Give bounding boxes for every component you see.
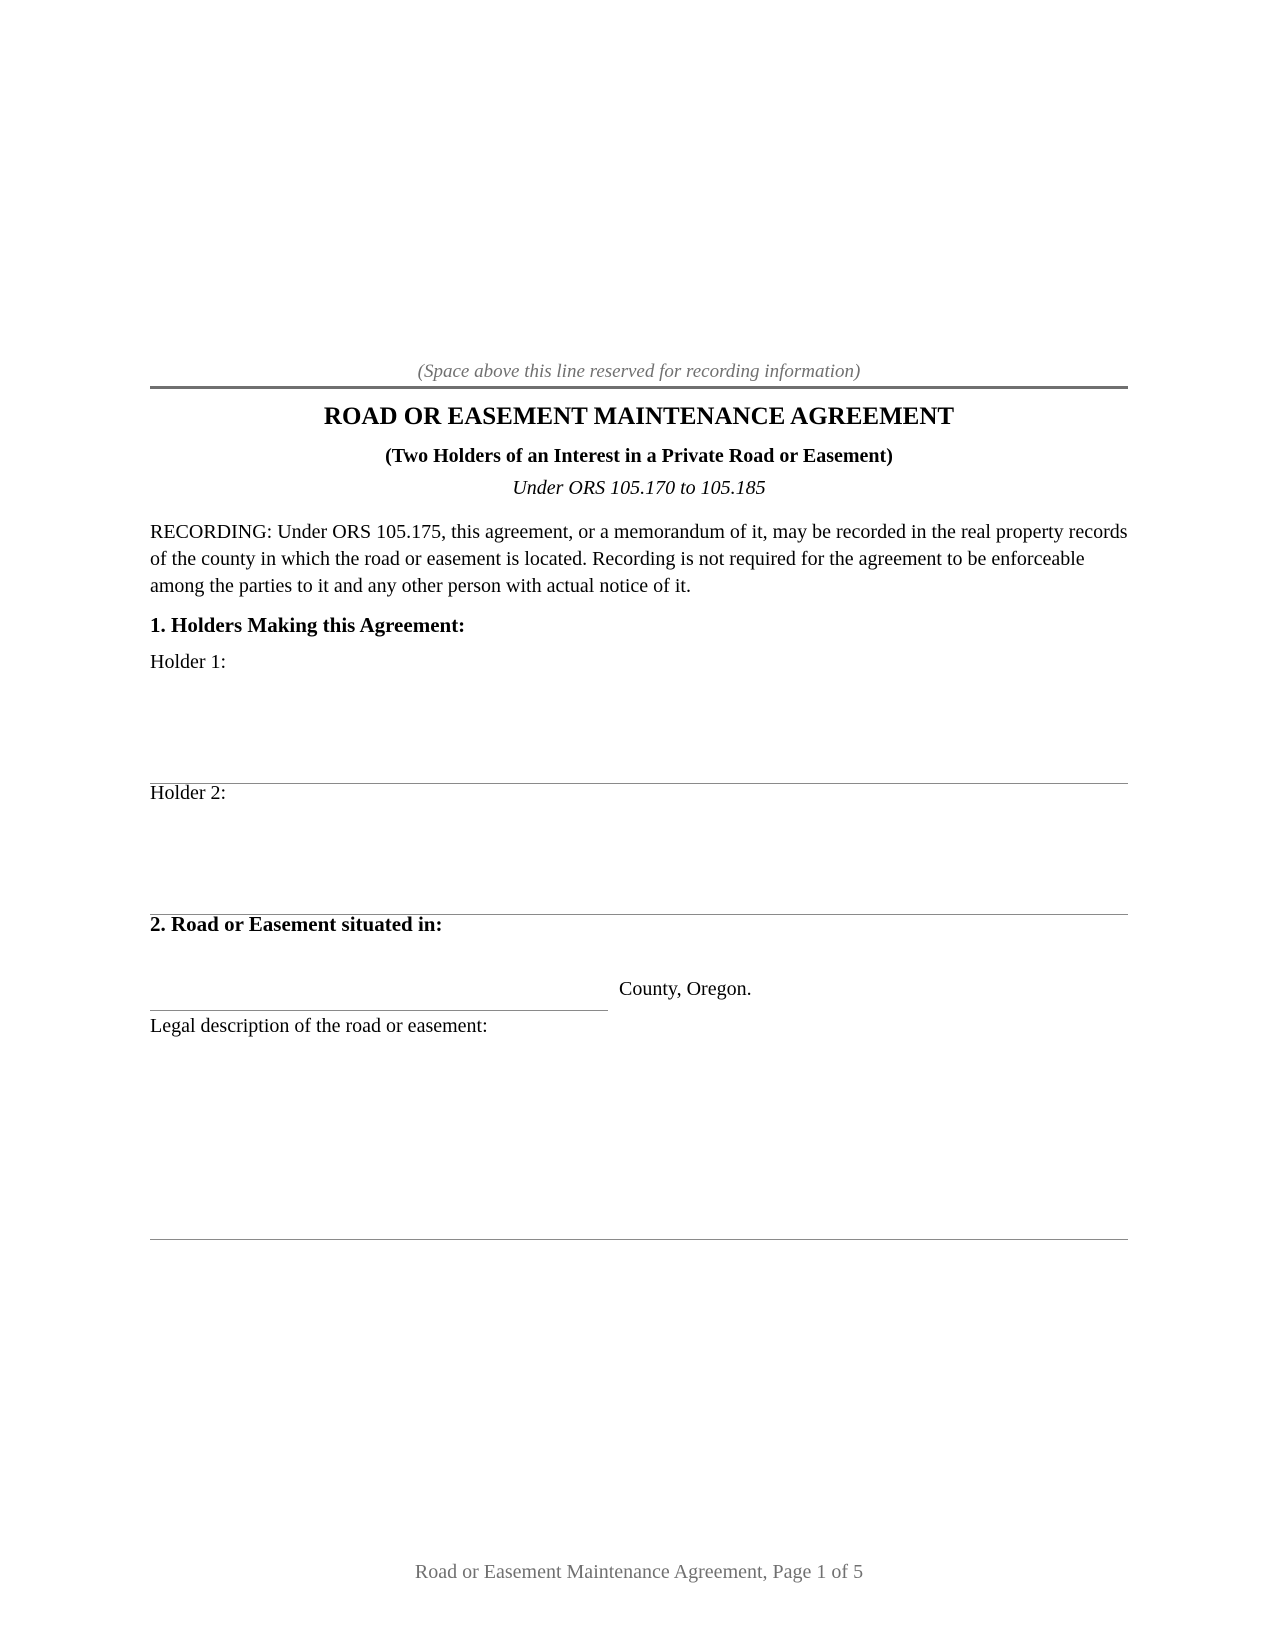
holder-1-field[interactable]	[150, 676, 1128, 780]
legal-description-line	[150, 1239, 1128, 1240]
holder-2-field[interactable]	[150, 807, 1128, 911]
holder-1-line	[150, 783, 1128, 784]
recording-paragraph: RECORDING: Under ORS 105.175, this agreement, or a memorandum of it, may be recorded in the real property records of the county in which the road or easement is located. Recording is not required for the agreement to be enforceable among the parties to it and any other person with actual notice of it.	[150, 521, 1128, 597]
document-subtitle: (Two Holders of an Interest in a Private Road or Easement)	[385, 445, 893, 467]
page-footer: Road or Easement Maintenance Agreement, Page 1 of 5	[414, 1561, 864, 1583]
county-line	[150, 1010, 608, 1011]
county-suffix: County, Oregon.	[619, 978, 752, 1000]
section-2-heading: 2. Road or Easement situated in:	[150, 912, 443, 936]
legal-description-label: Legal description of the road or easement:	[150, 1015, 488, 1037]
legal-description-field[interactable]	[150, 1042, 1128, 1232]
section-1-heading: 1. Holders Making this Agreement:	[150, 613, 466, 637]
recording-divider	[150, 386, 1128, 389]
holder-2-label: Holder 2:	[150, 782, 227, 804]
recording-space-note: (Space above this line reserved for recording information)	[417, 361, 861, 382]
holder-1-label: Holder 1:	[150, 651, 227, 673]
statute-reference: Under ORS 105.170 to 105.185	[512, 477, 766, 499]
county-field[interactable]	[150, 972, 608, 1010]
document-title: ROAD OR EASEMENT MAINTENANCE AGREEMENT	[323, 403, 955, 430]
